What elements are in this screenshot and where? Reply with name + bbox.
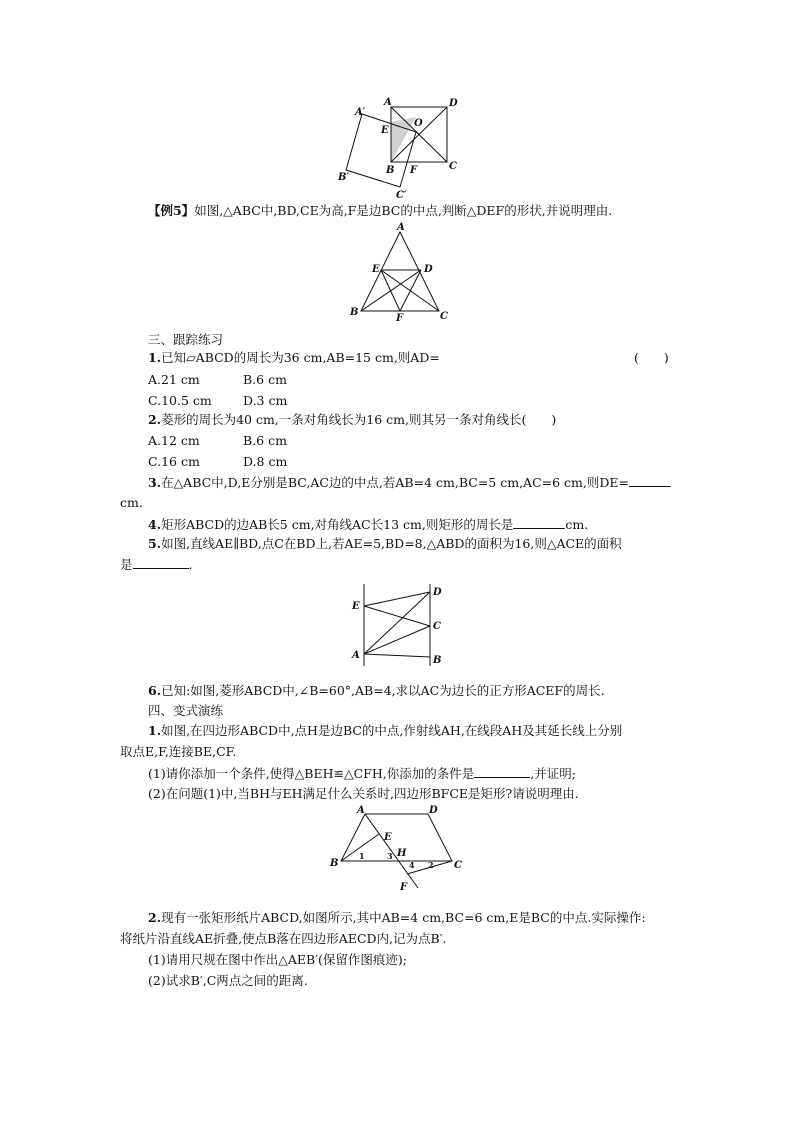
q4-tail: cm. (565, 517, 589, 532)
q4-body: 矩形ABCD的边AB长5 cm,对角线AC长13 cm,则矩形的周长是 (161, 517, 514, 532)
v2-cont: 将纸片沿直线AE折叠,使点B落在四边形AECD内,记为点B′. (120, 931, 447, 946)
v2-body: 现有一张矩形纸片ABCD,如图所示,其中AB=4 cm,BC=6 cm,E是BC的中点.实际操作: (161, 910, 646, 925)
v1-num: 1. (148, 723, 162, 738)
v1-part2: (2)在问题(1)中,当BH与EH满足什么关系时,四边形BFCE是矩形?请说明理由. (148, 786, 579, 801)
v2-part1: (1)请用尺规在图中作出△AEB′(保留作图痕迹); (148, 952, 407, 967)
q3-tail: cm. (120, 495, 143, 510)
trap-label-A: A (357, 805, 365, 816)
q3-answer-blank[interactable] (629, 474, 671, 487)
q1-text (148, 350, 440, 366)
example5-tag: 【例5】 (148, 203, 195, 218)
v1-cont: 取点E,F,连接BE,CF. (120, 744, 237, 759)
q2-body: 菱形的周长为40 cm,一条对角线长为16 cm,则其另一条对角线长( ) (161, 412, 557, 427)
q3-num: 3. (148, 475, 162, 490)
q6-body: 已知:如图,菱形ABCD中,∠B=60°,AB=4,求以AC为边长的正方形ACEF的周长. (161, 683, 605, 698)
q1-option-c: C.10.5 cm (148, 393, 212, 408)
trap-angle-3: 3 (387, 851, 393, 861)
figure-triangle-altitudes (345, 222, 455, 322)
section4-title: 四、变式演练 (148, 703, 224, 718)
label-Aprime: A′ (355, 107, 366, 118)
tri-label-D: D (424, 264, 433, 275)
q1-option-a: A.21 cm (148, 372, 200, 387)
q2-option-a: A.12 cm (148, 433, 200, 448)
q5-answer-blank[interactable] (133, 556, 189, 569)
shaded-triangle (391, 117, 416, 162)
v1-text (148, 723, 622, 739)
label-A: A (384, 97, 392, 108)
par-label-D: D (433, 587, 442, 598)
trap-label-E: E (384, 832, 392, 843)
q5-num: 5. (148, 536, 162, 551)
q3-body: 在△ABC中,D,E分别是BC,AC边的中点,若AB=4 cm,BC=5 cm,AC=6 cm,则DE= (161, 475, 629, 490)
label-E: E (381, 125, 389, 136)
q4-num: 4. (148, 517, 162, 532)
q1-option-b: B.6 cm (243, 372, 287, 387)
label-Cprime: C′ (396, 190, 407, 201)
q2-option-b: B.6 cm (243, 433, 287, 448)
v1-part1-body: (1)请你添加一个条件,使得△BEH≌△CFH,你添加的条件是 (148, 766, 475, 781)
q6-text (148, 683, 605, 699)
tri-label-A: A (397, 222, 405, 233)
q5-text (148, 536, 622, 552)
section3-title: 三、跟踪练习 (148, 332, 224, 347)
trap-angle-4: 4 (409, 860, 415, 870)
label-F: F (410, 165, 418, 176)
trap-angle-1: 1 (359, 851, 365, 861)
v2-num: 2. (148, 910, 162, 925)
q1-body: 已知▱ABCD的周长为36 cm,AB=15 cm,则AD= (161, 350, 440, 365)
par-label-B: B (433, 655, 442, 666)
tri-label-F: F (396, 313, 404, 324)
q4-text (148, 516, 588, 533)
label-Bprime: B′ (338, 172, 350, 183)
q4-answer-blank[interactable] (513, 516, 565, 529)
q2-option-d: D.8 cm (243, 454, 288, 469)
q5-cont-text: 是 (120, 557, 133, 572)
example5-text (148, 203, 612, 219)
label-D: D (449, 98, 458, 109)
v1-part1 (148, 765, 576, 782)
v1-body: 如图,在四边形ABCD中,点H是边BC的中点,作射线AH,在线段AH及其延长线上分别 (161, 723, 623, 738)
v1-answer-blank[interactable] (474, 765, 530, 778)
par-label-C: C (433, 621, 441, 632)
par-label-E: E (352, 601, 360, 612)
trap-angle-2: 2 (428, 860, 434, 870)
v2-text (148, 910, 646, 926)
trap-label-D: D (429, 805, 438, 816)
q1-option-d: D.3 cm (243, 393, 288, 408)
q1-paren: ( ) (634, 350, 669, 365)
trap-label-B: B (330, 858, 339, 869)
label-C: C (449, 161, 457, 172)
q2-num: 2. (148, 412, 162, 427)
figure-parallel-lines (342, 580, 462, 670)
trap-label-C: C (454, 860, 462, 871)
v2-part2: (2)试求B′,C两点之间的距离. (148, 973, 308, 988)
tri-label-B: B (350, 307, 359, 318)
example5-body: 如图,△ABC中,BD,CE为高,F是边BC的中点,判断△DEF的形状,并说明理由. (194, 203, 613, 218)
q1-num: 1. (148, 350, 162, 365)
q5-body: 如图,直线AE∥BD,点C在BD上,若AE=5,BD=8,△ABD的面积为16,则△ACE的面积 (161, 536, 622, 551)
label-O: O (414, 118, 423, 129)
par-label-A: A (352, 650, 360, 661)
q6-num: 6. (148, 683, 162, 698)
q2-text (148, 412, 556, 428)
figure-trapezoid (325, 806, 475, 898)
trap-label-H: H (397, 848, 407, 859)
tri-label-E: E (372, 264, 380, 275)
q2-option-c: C.16 cm (148, 454, 200, 469)
trap-label-F: F (400, 882, 408, 893)
q5-cont (120, 556, 193, 573)
q3-text (148, 474, 671, 491)
v1-part1-tail: ,并证明; (530, 766, 576, 781)
q5-tail: . (188, 557, 193, 572)
tri-label-C: C (440, 311, 448, 322)
figure-square-rotation (330, 92, 470, 202)
label-B: B (386, 165, 395, 176)
